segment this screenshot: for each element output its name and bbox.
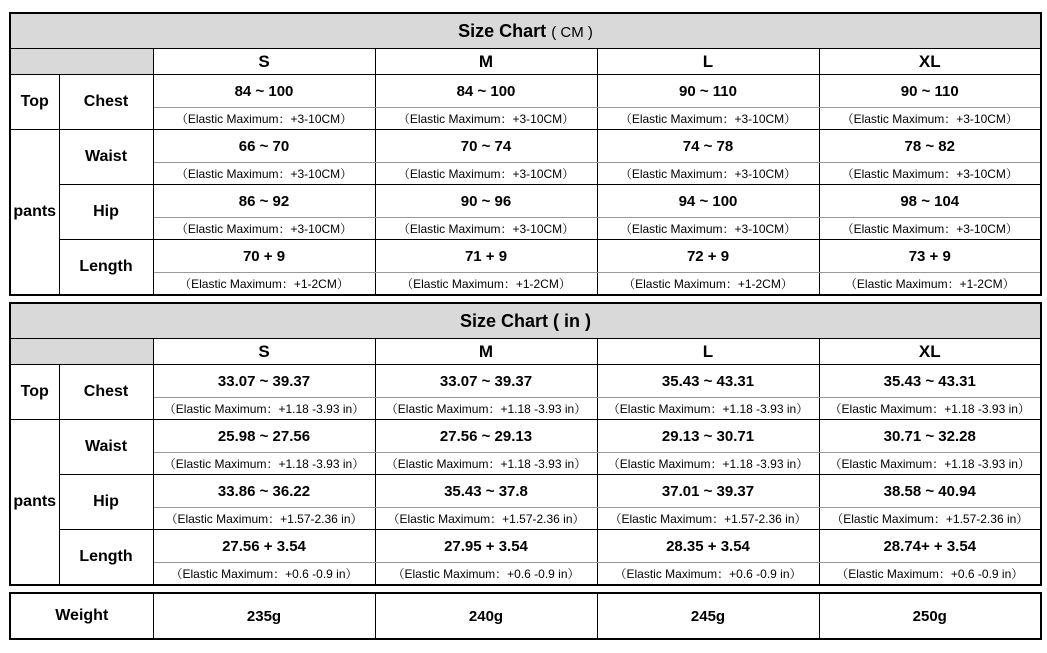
value-cell: 27.95 + 3.54 — [375, 530, 597, 563]
elastic-note: （Elastic Maximum：+3-10CM） — [819, 163, 1041, 185]
value-cell: 84 ~ 100 — [375, 75, 597, 108]
chart-title — [10, 13, 1041, 49]
elastic-note: （Elastic Maximum：+3-10CM） — [375, 108, 597, 130]
value-cell: 35.43 ~ 43.31 — [819, 365, 1041, 398]
elastic-note: （Elastic Maximum：+1-2CM） — [819, 273, 1041, 296]
value-cell: 27.56 ~ 29.13 — [375, 420, 597, 453]
weight-value: 235g — [153, 593, 375, 639]
elastic-note: （Elastic Maximum：+1.18 -3.93 in） — [375, 398, 597, 420]
elastic-note: （Elastic Maximum：+3-10CM） — [597, 163, 819, 185]
measure-label: Hip — [59, 475, 153, 530]
elastic-note: （Elastic Maximum：+1.57-2.36 in） — [153, 508, 375, 530]
elastic-note: （Elastic Maximum：+3-10CM） — [153, 218, 375, 240]
value-cell: 33.07 ~ 39.37 — [153, 365, 375, 398]
value-cell: 90 ~ 110 — [597, 75, 819, 108]
elastic-note: （Elastic Maximum：+1-2CM） — [597, 273, 819, 296]
elastic-note: （Elastic Maximum：+1.18 -3.93 in） — [819, 453, 1041, 475]
value-cell: 27.56 + 3.54 — [153, 530, 375, 563]
elastic-note: （Elastic Maximum：+1.18 -3.93 in） — [153, 398, 375, 420]
value-cell: 28.74+ + 3.54 — [819, 530, 1041, 563]
value-cell: 78 ~ 82 — [819, 130, 1041, 163]
value-cell: 71 + 9 — [375, 240, 597, 273]
value-cell: 98 ~ 104 — [819, 185, 1041, 218]
value-cell: 86 ~ 92 — [153, 185, 375, 218]
value-cell: 33.07 ~ 39.37 — [375, 365, 597, 398]
value-cell: 70 + 9 — [153, 240, 375, 273]
size-header: M — [375, 339, 597, 365]
size-header: S — [153, 339, 375, 365]
elastic-note: （Elastic Maximum：+3-10CM） — [153, 163, 375, 185]
weight-label: Weight — [10, 593, 153, 639]
value-cell: 37.01 ~ 39.37 — [597, 475, 819, 508]
elastic-note: （Elastic Maximum：+3-10CM） — [819, 218, 1041, 240]
measure-label: Length — [59, 240, 153, 296]
chart-unit: ( CM ) — [551, 23, 593, 41]
size-header-row — [10, 49, 1041, 75]
elastic-note: （Elastic Maximum：+1.57-2.36 in） — [375, 508, 597, 530]
value-cell: 35.43 ~ 43.31 — [597, 365, 819, 398]
measure-label: Waist — [59, 130, 153, 185]
weight-value: 240g — [375, 593, 597, 639]
measure-label: Chest — [59, 75, 153, 130]
elastic-note: （Elastic Maximum：+1-2CM） — [153, 273, 375, 296]
size-header: M — [375, 49, 597, 75]
weight-table — [9, 592, 1042, 640]
value-cell: 29.13 ~ 30.71 — [597, 420, 819, 453]
value-cell: 25.98 ~ 27.56 — [153, 420, 375, 453]
elastic-note: （Elastic Maximum：+1-2CM） — [375, 273, 597, 296]
chart-unit: ( in ) — [553, 310, 592, 331]
elastic-note: （Elastic Maximum：+1.18 -3.93 in） — [153, 453, 375, 475]
elastic-note: （Elastic Maximum：+3-10CM） — [597, 108, 819, 130]
chart-title-text: Size Chart — [458, 20, 547, 41]
elastic-note: （Elastic Maximum：+1.18 -3.93 in） — [597, 398, 819, 420]
group-label-pants: pants — [10, 130, 59, 296]
size-chart-in — [9, 302, 1042, 586]
value-cell: 30.71 ~ 32.28 — [819, 420, 1041, 453]
elastic-note: （Elastic Maximum：+1.18 -3.93 in） — [375, 453, 597, 475]
elastic-note: （Elastic Maximum：+1.57-2.36 in） — [597, 508, 819, 530]
value-cell: 33.86 ~ 36.22 — [153, 475, 375, 508]
size-header: XL — [819, 339, 1041, 365]
weight-value: 250g — [819, 593, 1041, 639]
size-header: L — [597, 339, 819, 365]
value-cell: 73 + 9 — [819, 240, 1041, 273]
value-cell: 38.58 ~ 40.94 — [819, 475, 1041, 508]
elastic-note: （Elastic Maximum：+0.6 -0.9 in） — [597, 563, 819, 586]
chart-title-text: Size Chart — [459, 310, 549, 331]
elastic-note: （Elastic Maximum：+3-10CM） — [375, 163, 597, 185]
size-chart-cm — [9, 12, 1042, 296]
elastic-note: （Elastic Maximum：+0.6 -0.9 in） — [819, 563, 1041, 586]
measure-label: Hip — [59, 185, 153, 240]
group-label-top: Top — [10, 75, 59, 130]
group-label-pants: pants — [10, 420, 59, 586]
value-cell: 70 ~ 74 — [375, 130, 597, 163]
value-cell: 74 ~ 78 — [597, 130, 819, 163]
value-cell: 90 ~ 96 — [375, 185, 597, 218]
value-cell: 72 + 9 — [597, 240, 819, 273]
elastic-note: （Elastic Maximum：+3-10CM） — [153, 108, 375, 130]
elastic-note: （Elastic Maximum：+0.6 -0.9 in） — [375, 563, 597, 586]
size-header: L — [597, 49, 819, 75]
value-cell: 94 ~ 100 — [597, 185, 819, 218]
value-cell: 90 ~ 110 — [819, 75, 1041, 108]
weight-value: 245g — [597, 593, 819, 639]
size-header-row — [10, 339, 1041, 365]
size-header: XL — [819, 49, 1041, 75]
value-cell: 84 ~ 100 — [153, 75, 375, 108]
elastic-note: （Elastic Maximum：+1.18 -3.93 in） — [597, 453, 819, 475]
measure-label: Length — [59, 530, 153, 586]
elastic-note: （Elastic Maximum：+3-10CM） — [375, 218, 597, 240]
chart-title — [10, 303, 1041, 339]
value-cell: 35.43 ~ 37.8 — [375, 475, 597, 508]
header-blank — [10, 339, 153, 365]
elastic-note: （Elastic Maximum：+0.6 -0.9 in） — [153, 563, 375, 586]
elastic-note: （Elastic Maximum：+3-10CM） — [597, 218, 819, 240]
size-header: S — [153, 49, 375, 75]
header-blank — [10, 49, 153, 75]
elastic-note: （Elastic Maximum：+1.18 -3.93 in） — [819, 398, 1041, 420]
elastic-note: （Elastic Maximum：+1.57-2.36 in） — [819, 508, 1041, 530]
measure-label: Waist — [59, 420, 153, 475]
value-cell: 66 ~ 70 — [153, 130, 375, 163]
elastic-note: （Elastic Maximum：+3-10CM） — [819, 108, 1041, 130]
measure-label: Chest — [59, 365, 153, 420]
group-label-top: Top — [10, 365, 59, 420]
value-cell: 28.35 + 3.54 — [597, 530, 819, 563]
